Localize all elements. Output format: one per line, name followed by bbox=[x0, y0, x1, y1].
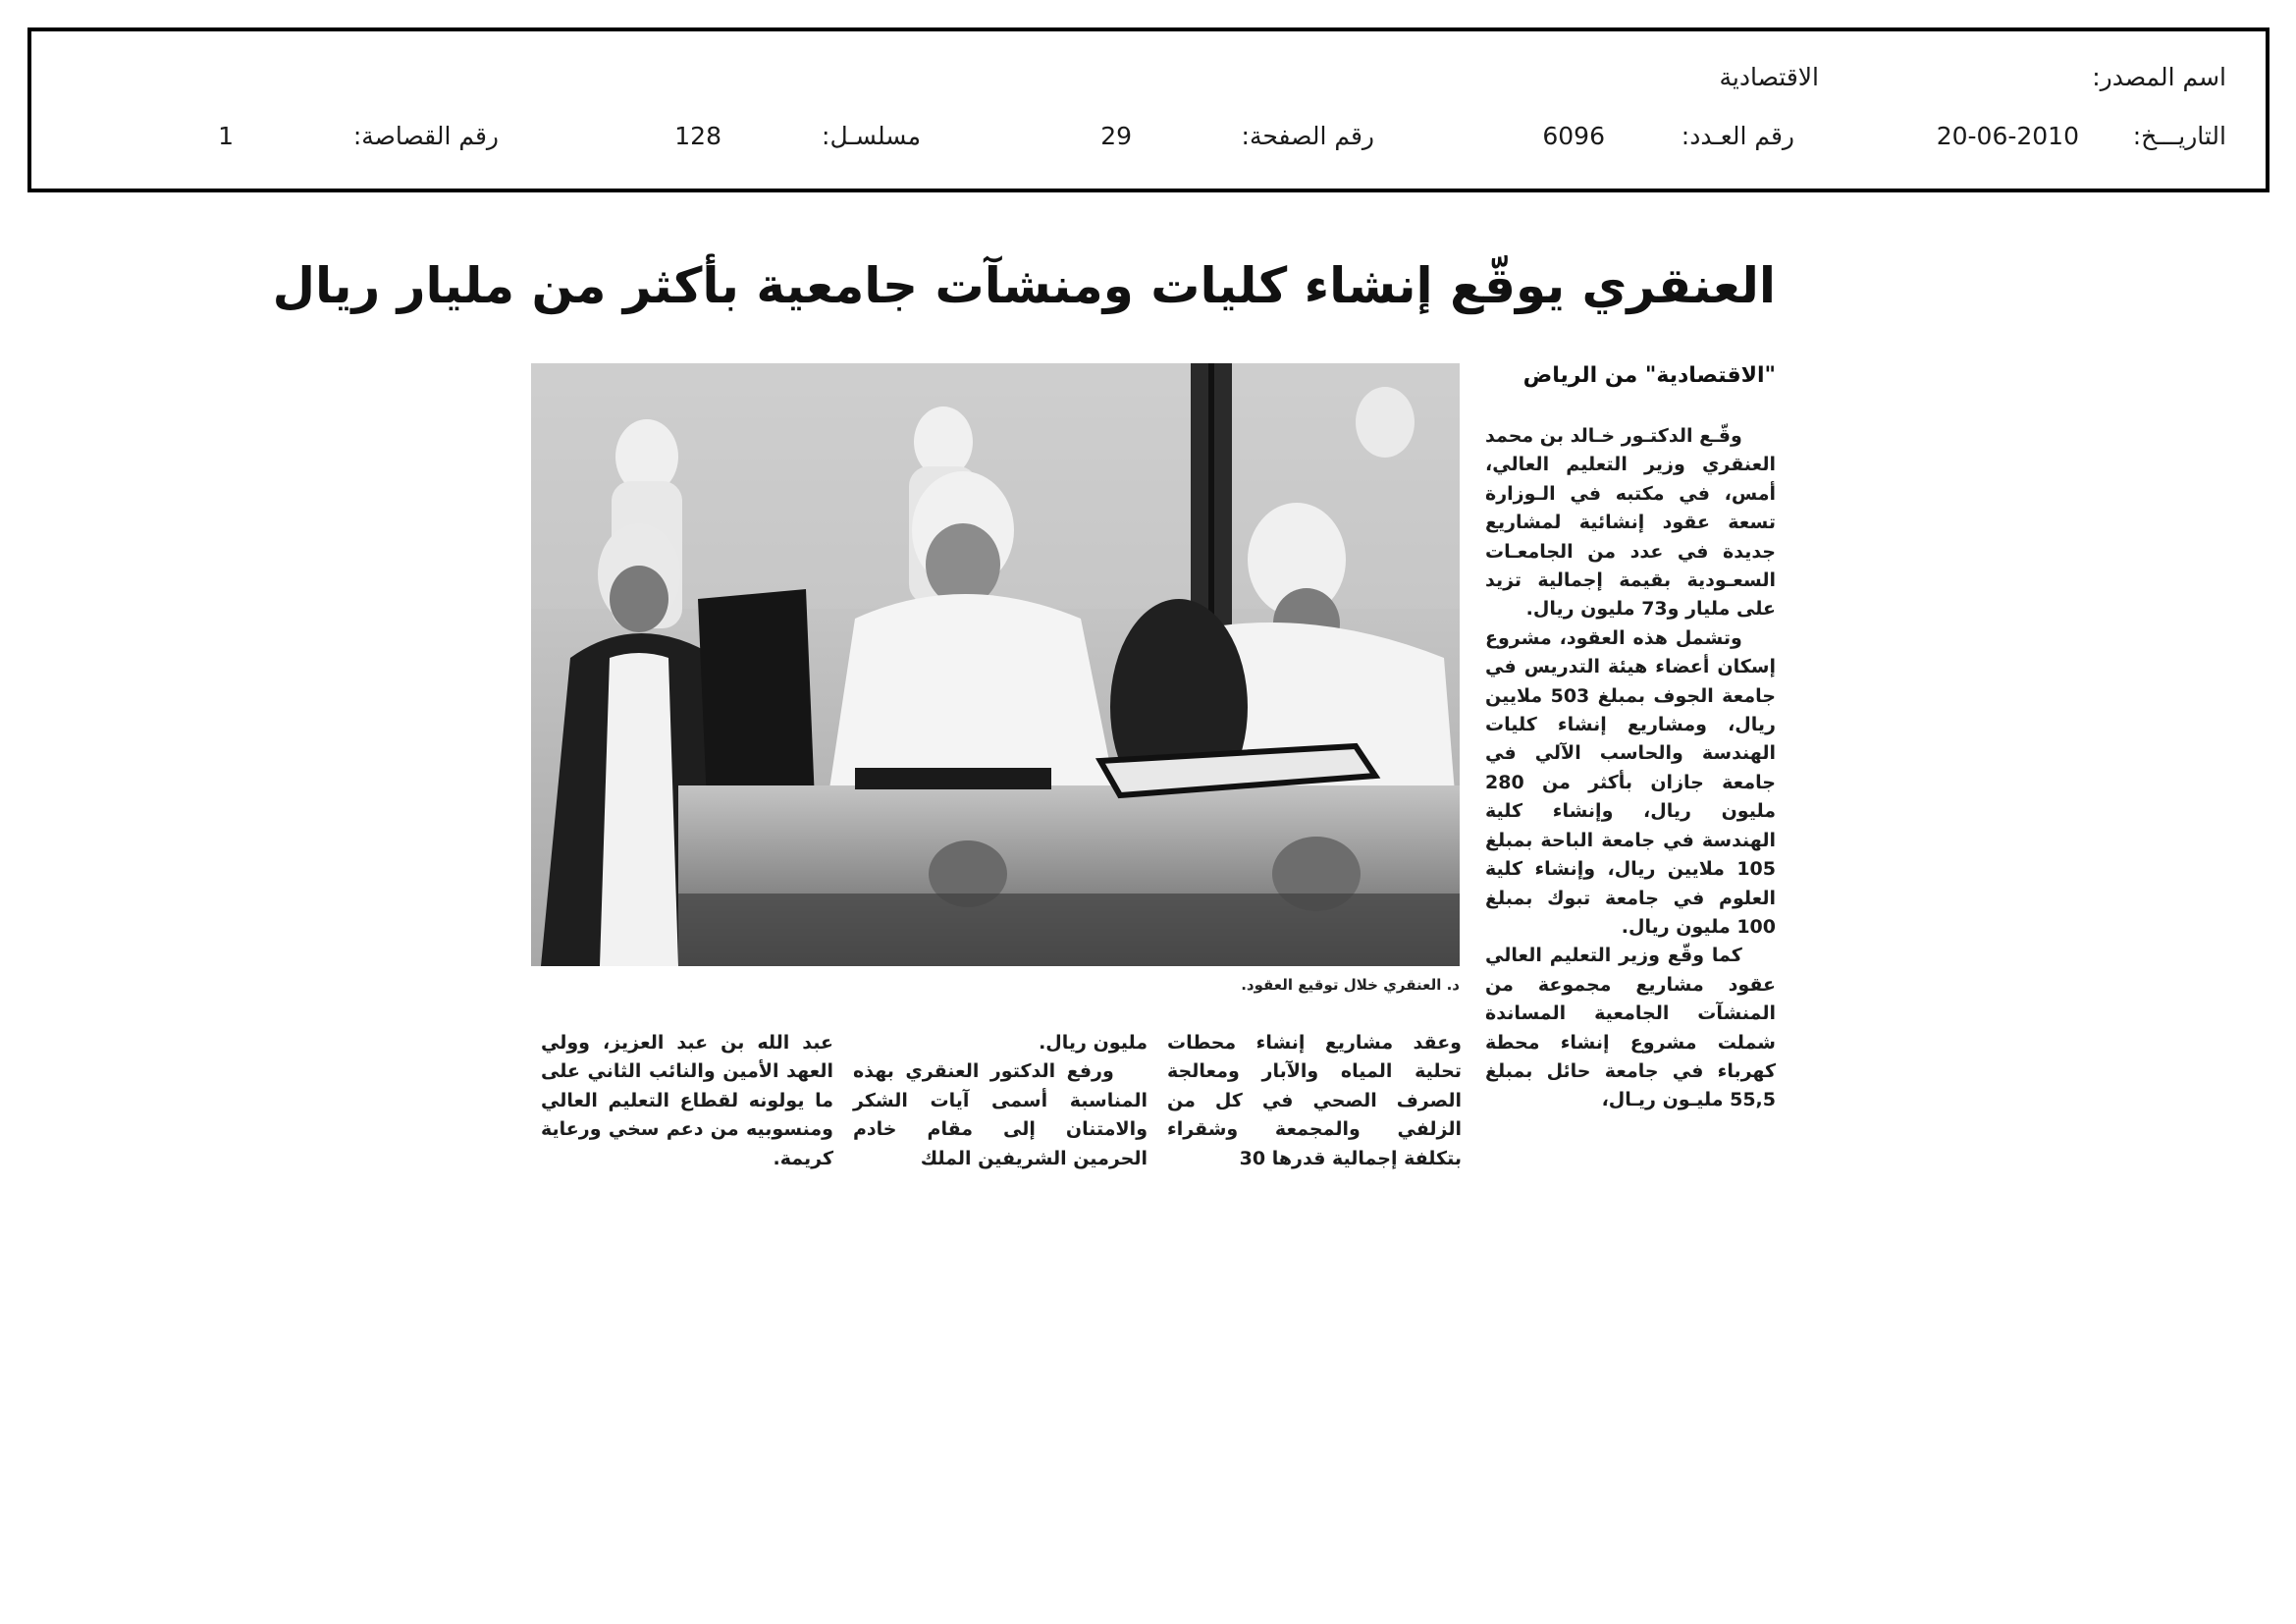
paragraph-7: عبد الله بن عبد العزيز، وولي العهد الأمين والنائب الثاني على ما يولونه لقطاع التعليم العالي ومنسوبيه من دعم سخي ورعاية كريمة. bbox=[541, 1032, 833, 1169]
serial-value: 128 bbox=[674, 122, 721, 150]
article-column-3 bbox=[853, 1029, 1148, 1173]
article-column-1 bbox=[1485, 422, 1776, 1115]
article-photo bbox=[531, 363, 1460, 966]
source-value: الاقتصادية bbox=[1719, 63, 1819, 91]
date-value: 20-06-2010 bbox=[1936, 122, 2079, 150]
paragraph-5: مليون ريال. bbox=[1039, 1032, 1148, 1054]
issue-label: رقم العـدد: bbox=[1681, 122, 1794, 150]
paragraph-1: وقّـع الدكتـور خـالد بن محمد العنقري وزير التعليم العالي، أمس، في مكتبه في الـوزارة تسعة عقود إنشائية لمشاريع جديدة في عدد من الجامعـات السعـودية بقيمة إجمالية تزيد على مليار و73 مليون ريال. bbox=[1485, 425, 1776, 621]
paragraph-6: ورفع الدكتور العنقري بهذه المناسبة أسمى آيات الشكر والامتنان إلى مقام خادم الحرمين الشريفين الملك bbox=[853, 1060, 1148, 1169]
article-column-4 bbox=[541, 1029, 833, 1173]
paragraph-2: وتشمل هذه العقود، مشروع إسكان أعضاء هيئة التدريس في جامعة الجوف بمبلغ 503 ملايين ريال، ومشاريع إنشاء كليات الهندسة والحاسب الآلي في جامعة جازان بأكثر من 280 مليون ريال، وإنشاء كلية الهندسة في جامعة الباحة بمبلغ 105 ملايين ريال، وإنشاء كلية العلوم في جامعة تبوك بمبلغ 100 مليون ريال. bbox=[1485, 626, 1777, 938]
article-column-2 bbox=[1167, 1029, 1462, 1173]
photo-caption: د. العنقري خلال توقيع العقود. bbox=[1241, 976, 1460, 994]
date-label: التاريـــخ: bbox=[2132, 122, 2226, 150]
article-byline: "الاقتصادية" من الرياض bbox=[1522, 363, 1776, 388]
paragraph-4: وعقد مشاريع إنشاء محطات تحلية المياه والآبار ومعالجة الصرف الصحي في كل من الزلفي والمجمعة وشقراء بتكلفة إجمالية قدرها 30 bbox=[1167, 1032, 1462, 1169]
page-value: 29 bbox=[1100, 122, 1132, 150]
source-label: اسم المصدر: bbox=[2092, 63, 2226, 91]
clip-value: 1 bbox=[218, 122, 234, 150]
issue-value: 6096 bbox=[1542, 122, 1605, 150]
page-label: رقم الصفحة: bbox=[1241, 122, 1374, 150]
paragraph-3: كما وقّع وزير التعليم العالي عقود مشاريع مجموعة من المنشآت الجامعية المساندة شملت مشروع إنشاء محطة كهرباء في جامعة حائل بمبلغ 55,5 مليـون ريـال، bbox=[1485, 945, 1776, 1111]
clip-label: رقم القصاصة: bbox=[352, 122, 499, 150]
serial-label: مسلسـل: bbox=[822, 122, 921, 150]
clipping-metadata-box bbox=[27, 27, 2269, 192]
article-headline: العنقري يوقّع إنشاء كليات ومنشآت جامعية بأكثر من مليار ريال bbox=[272, 257, 1776, 314]
